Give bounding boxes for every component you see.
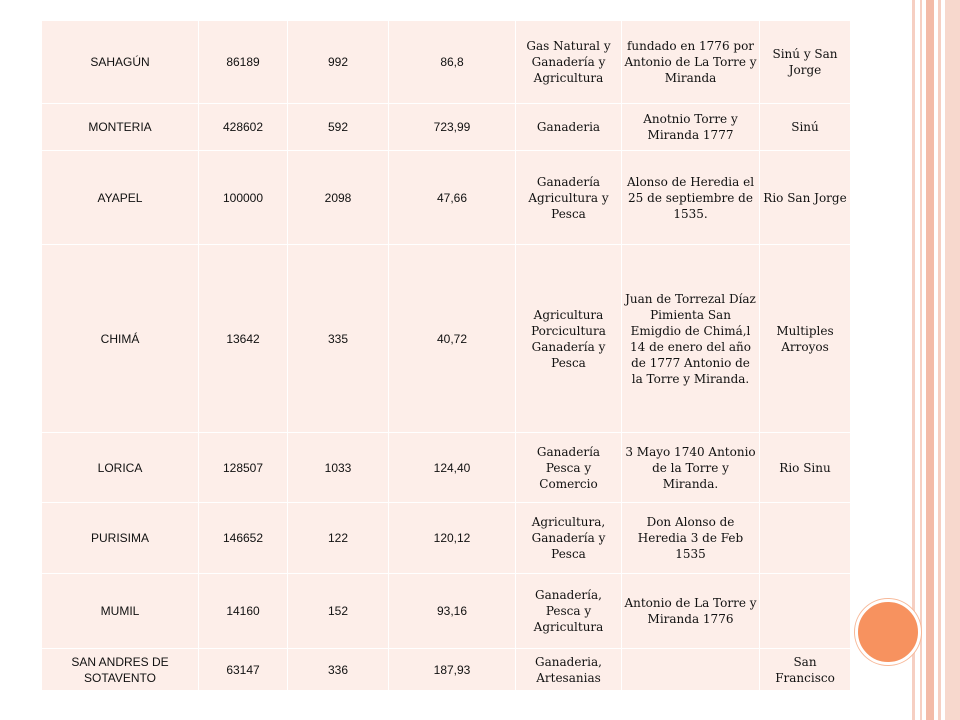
cell-rio: Sinú bbox=[760, 104, 851, 151]
cell-economia: Ganadería Agricultura y Pesca bbox=[516, 151, 622, 245]
cell-poblacion: 13642 bbox=[199, 245, 288, 433]
cell-municipio: SAHAGÚN bbox=[42, 21, 199, 104]
table-row bbox=[42, 649, 851, 691]
cell-rio: Rio San Jorge bbox=[760, 151, 851, 245]
cell-rio bbox=[760, 503, 851, 574]
cell-densidad: 120,12 bbox=[389, 503, 516, 574]
cell-municipio: SAN ANDRES DE SOTAVENTO bbox=[42, 649, 199, 691]
cell-fundacion: fundado en 1776 por Antonio de La Torre y Miranda bbox=[622, 21, 760, 104]
table-row bbox=[42, 433, 851, 503]
cell-economia: Ganaderia bbox=[516, 104, 622, 151]
cell-densidad: 187,93 bbox=[389, 649, 516, 691]
cell-rio: Multiples Arroyos bbox=[760, 245, 851, 433]
cell-densidad: 93,16 bbox=[389, 574, 516, 649]
cell-area: 1033 bbox=[288, 433, 389, 503]
table-row bbox=[42, 245, 851, 433]
cell-economia: Ganadería, Pesca y Agricultura bbox=[516, 574, 622, 649]
cell-poblacion: 146652 bbox=[199, 503, 288, 574]
decorative-circle bbox=[855, 599, 921, 665]
table-row bbox=[42, 104, 851, 151]
cell-economia: Agricultura, Ganadería y Pesca bbox=[516, 503, 622, 574]
cell-area: 2098 bbox=[288, 151, 389, 245]
table-row bbox=[42, 21, 851, 104]
cell-rio: Rio Sinu bbox=[760, 433, 851, 503]
cell-area: 335 bbox=[288, 245, 389, 433]
cell-area: 122 bbox=[288, 503, 389, 574]
cell-fundacion: 3 Mayo 1740 Antonio de la Torre y Miranda. bbox=[622, 433, 760, 503]
cell-rio bbox=[760, 574, 851, 649]
cell-poblacion: 14160 bbox=[199, 574, 288, 649]
cell-municipio: CHIMÁ bbox=[42, 245, 199, 433]
cell-area: 152 bbox=[288, 574, 389, 649]
cell-poblacion: 128507 bbox=[199, 433, 288, 503]
cell-fundacion: Juan de Torrezal Díaz Pimienta San Emigdio de Chimá,l 14 de enero del año de 1777 Antonio de la Torre y Miranda. bbox=[622, 245, 760, 433]
cell-economia: Agricultura Porcicultura Ganadería y Pesca bbox=[516, 245, 622, 433]
cell-densidad: 723,99 bbox=[389, 104, 516, 151]
cell-municipio: PURISIMA bbox=[42, 503, 199, 574]
cell-municipio: MONTERIA bbox=[42, 104, 199, 151]
table-row bbox=[42, 151, 851, 245]
cell-municipio: AYAPEL bbox=[42, 151, 199, 245]
cell-densidad: 124,40 bbox=[389, 433, 516, 503]
cell-poblacion: 100000 bbox=[199, 151, 288, 245]
cell-municipio: MUMIL bbox=[42, 574, 199, 649]
cell-economia: Ganaderia, Artesanias bbox=[516, 649, 622, 691]
cell-fundacion bbox=[622, 649, 760, 691]
municipios-table bbox=[41, 20, 851, 691]
cell-rio: Sinú y San Jorge bbox=[760, 21, 851, 104]
cell-poblacion: 86189 bbox=[199, 21, 288, 104]
cell-poblacion: 428602 bbox=[199, 104, 288, 151]
cell-densidad: 86,8 bbox=[389, 21, 516, 104]
decorative-stripes bbox=[912, 0, 960, 720]
cell-densidad: 40,72 bbox=[389, 245, 516, 433]
cell-economia: Gas Natural y Ganadería y Agricultura bbox=[516, 21, 622, 104]
cell-area: 336 bbox=[288, 649, 389, 691]
cell-fundacion: Antonio de La Torre y Miranda 1776 bbox=[622, 574, 760, 649]
cell-fundacion: Anotnio Torre y Miranda 1777 bbox=[622, 104, 760, 151]
cell-economia: Ganadería Pesca y Comercio bbox=[516, 433, 622, 503]
cell-municipio: LORICA bbox=[42, 433, 199, 503]
cell-area: 592 bbox=[288, 104, 389, 151]
table-row bbox=[42, 574, 851, 649]
cell-densidad: 47,66 bbox=[389, 151, 516, 245]
cell-area: 992 bbox=[288, 21, 389, 104]
cell-rio: San Francisco bbox=[760, 649, 851, 691]
cell-fundacion: Don Alonso de Heredia 3 de Feb 1535 bbox=[622, 503, 760, 574]
cell-fundacion: Alonso de Heredia el 25 de septiembre de 1535. bbox=[622, 151, 760, 245]
cell-poblacion: 63147 bbox=[199, 649, 288, 691]
table-row bbox=[42, 503, 851, 574]
